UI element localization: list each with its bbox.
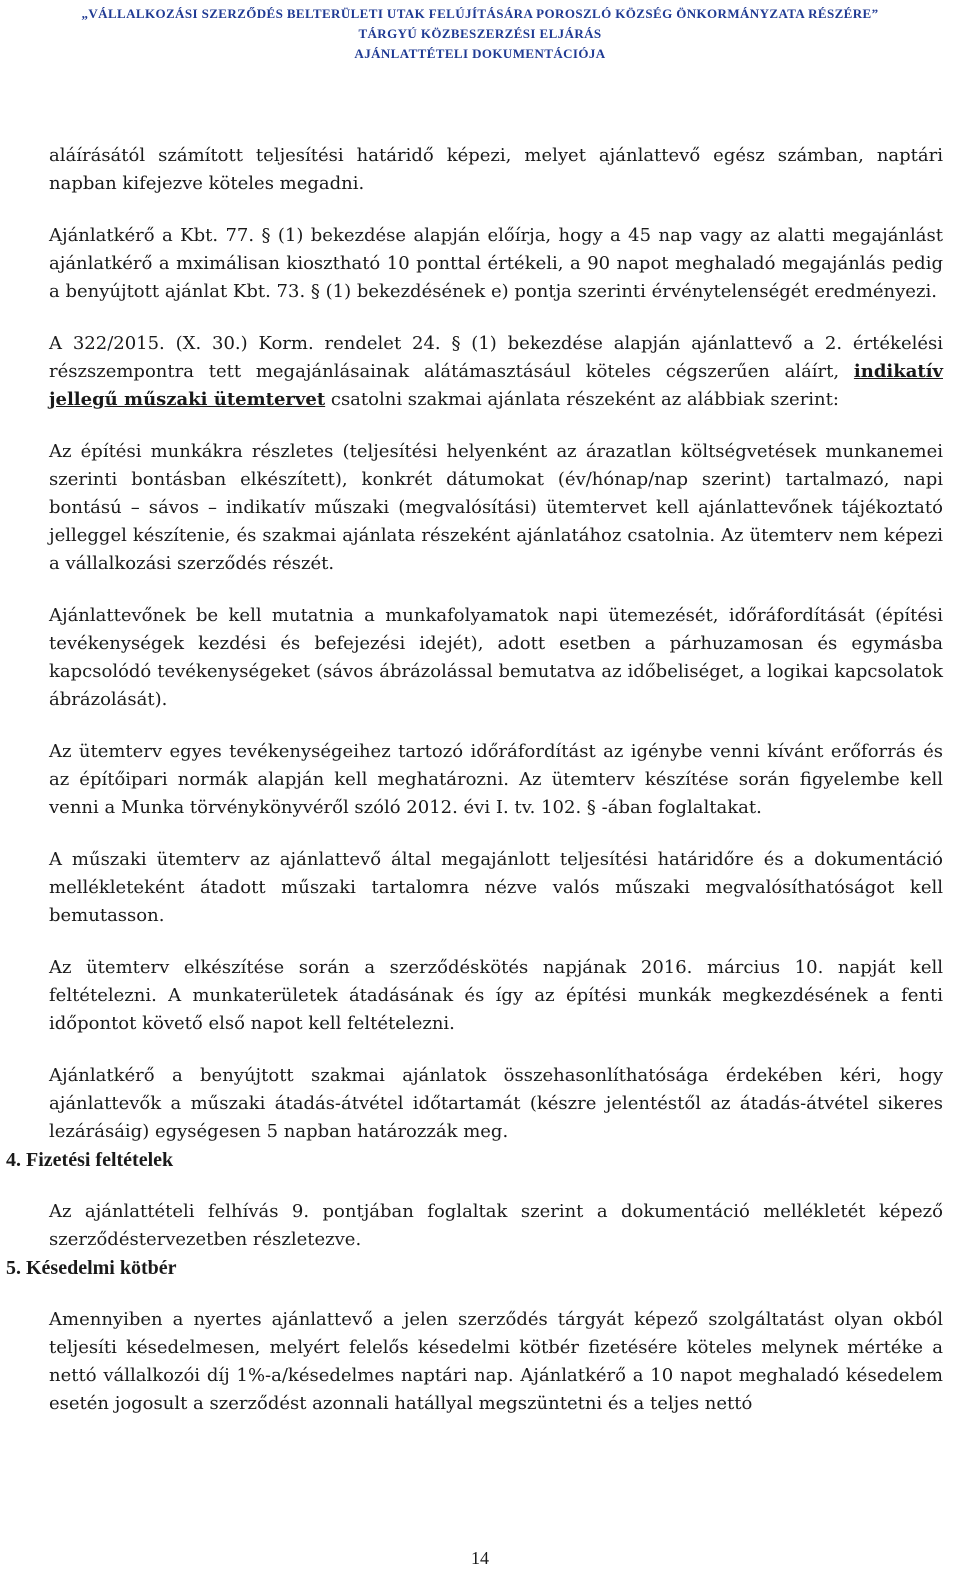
header-line-3: AJÁNLATTÉTELI DOKUMENTÁCIÓJA <box>354 46 606 61</box>
paragraph-6: Az ütemterv egyes tevékenységeihez tartozó időráfordítást az igénybe venni kívánt erőforrás és az építőipari normák alapján kell meghatározni. Az ütemterv készítése során figyelembe kell venni a Munka törvénykönyvéről szóló 2012. évi I. tv. 102. § -ában foglaltakat. <box>49 741 943 818</box>
paragraph-5: Ajánlattevőnek be kell mutatnia a munkafolyamatok napi ütemezését, időráfordítását (építési tevékenységek kezdési és befejezési idejét), adott esetben a párhuzamosan és egymásba kapcsolódó tevékenységeket (sávos ábrázolással bemutatva az időbeliséget, a logikai kapcsolatok ábrázolását). <box>49 605 943 710</box>
paragraph-7: A műszaki ütemterv az ajánlattevő által megajánlott teljesítési határidőre és a dokumentáció mellékleteként átadott műszaki tartalomra nézve valós műszaki megvalósíthatóságot kell bemutasson. <box>49 849 943 926</box>
section-heading-4: 4. Fizetési feltételek <box>6 1149 174 1171</box>
header-line-2: TÁRGYÚ KÖZBESZERZÉSI ELJÁRÁS <box>358 26 602 41</box>
page-number: 14 <box>471 1548 489 1568</box>
paragraph-10: Az ajánlattételi felhívás 9. pontjában foglaltak szerint a dokumentáció mellékletét képező szerződéstervezetben részletezve. <box>49 1201 943 1250</box>
header-line-1: „VÁLLALKOZÁSI SZERZŐDÉS BELTERÜLETI UTAK FELÚJÍTÁSÁRA POROSZLÓ KÖZSÉG ÖNKORMÁNYZATA RÉSZÉRE” <box>81 6 879 21</box>
paragraph-3-text-b: csatolni szakmai ajánlata részeként az alábbiak szerint: <box>325 389 839 410</box>
document-body <box>6 142 943 1418</box>
paragraph-1: aláírásától számított teljesítési határidő képezi, melyet ajánlattevő egész számban, naptári napban kifejezve köteles megadni. <box>49 145 943 194</box>
section-heading-5: 5. Késedelmi kötbér <box>6 1257 177 1279</box>
paragraph-3-text-a: A 322/2015. (X. 30.) Korm. rendelet 24. § (1) bekezdése alapján ajánlattevő a 2. értékelési részszempontra tett megajánlásainak alátámasztásául köteles cégszerűen aláírt, <box>49 333 943 382</box>
paragraph-9: Ajánlatkérő a benyújtott szakmai ajánlatok összehasonlíthatósága érdekében kéri, hogy ajánlattevők a műszaki átadás-átvétel időtartamát (készre jelentéstől az átadás-átvétel sikeres lezárásáig) egységesen 5 napban határozzák meg. <box>49 1065 943 1142</box>
paragraph-3 <box>49 330 943 414</box>
document-header <box>0 4 960 64</box>
paragraph-3-underlined: indikatív jellegű műszaki ütemtervet <box>49 361 943 410</box>
paragraph-8: Az ütemterv elkészítése során a szerződéskötés napjának 2016. március 10. napját kell feltételezni. A munkaterületek átadásának és így az építési munkák megkezdésének a fenti időpontot követő első napot kell feltételezni. <box>49 957 943 1034</box>
paragraph-2: Ajánlatkérő a Kbt. 77. § (1) bekezdése alapján előírja, hogy a 45 nap vagy az alatti megajánlást ajánlatkérő a mximálisan kiosztható 10 ponttal értékeli, a 90 napot meghaladó megajánlás pedig a benyújtott ajánlat Kbt. 73. § (1) bekezdésének e) pontja szerinti érvénytelenségét eredményezi. <box>49 225 943 302</box>
paragraph-11: Amennyiben a nyertes ajánlattevő a jelen szerződés tárgyát képező szolgáltatást olyan okból teljesíti késedelmesen, melyért felelős késedelmi kötbér fizetésére köteles melynek mértéke a nettó vállalkozói díj 1%-a/késedelmes naptári nap. Ajánlatkérő a 10 napot meghaladó késedelem esetén jogosult a szerződést azonnali hatállyal megszüntetni és a teljes nettó <box>49 1309 943 1414</box>
paragraph-4: Az építési munkákra részletes (teljesítési helyenként az árazatlan költségvetések munkanemei szerinti bontásban elkészített), konkrét dátumokat (év/hónap/nap szerint) tartalmazó, napi bontású – sávos – indikatív műszaki (megvalósítási) ütemtervet kell ajánlattevőnek tájékoztató jelleggel készítenie, és szakmai ajánlata részeként ajánlatához csatolnia. Az ütemterv nem képezi a vállalkozási szerződés részét. <box>49 441 943 574</box>
